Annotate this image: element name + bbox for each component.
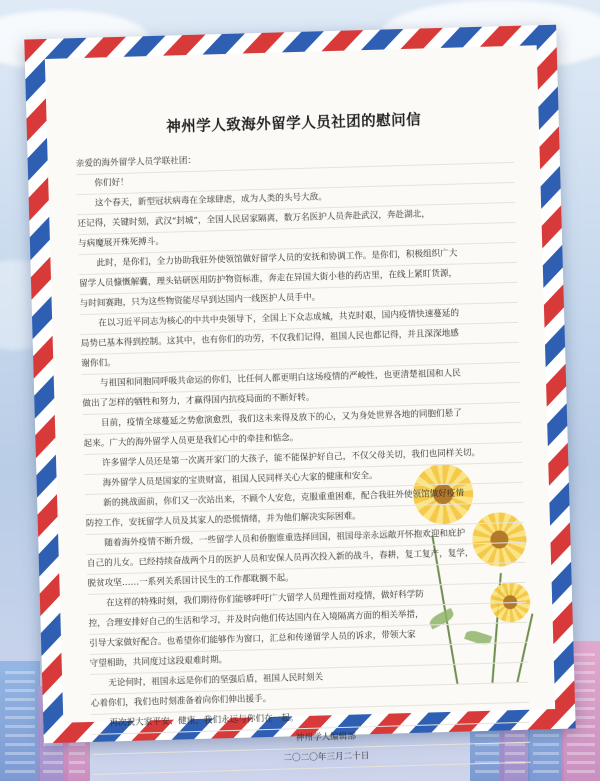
letter-line: 随着海外疫情不断升级，一些留学人员和侨胞谁重选择回国，祖国母亲永远敞开怀抱欢迎和庇护 (86, 523, 524, 555)
letter-title: 神州学人致海外留学人员社团的慰问信 (166, 111, 422, 136)
letter-line: 守望相助，共同度过这段艰难时期。 (89, 643, 527, 675)
letter-line: 无论何时，祖国永远是你们的坚强后盾，祖国人民时刻关 (90, 663, 528, 695)
letter-line: 目前，疫情全球蔓延之势愈演愈烈，我们这未来得及放下的心，又为身处世界各地的同胞们悬了 (83, 403, 521, 435)
letter-line: 防控工作，安抚留学人员及其家人的恐慌情绪，并为他们解决实际困难。 (86, 503, 524, 535)
salutation: 亲爱的海外留学人员学联社团： (76, 143, 514, 175)
letter-line: 在这样的特殊时刻，我们期待你们能够呼吁广大留学人员理性面对疫情，做好科学防 (88, 583, 526, 615)
letter-line: 在以习近平同志为核心的中共中央领导下，全国上下众志成城，共克时艰，国内疫情快速蔓延的 (80, 303, 518, 335)
letter-line: 此时，是你们，全力协助我驻外使领馆做好留学人员的安抚和协调工作。是你们，积极组织广大 (78, 243, 516, 275)
letter-line: 还记得，关键时刻，武汉“封城”，全国人民居家隔离，数万名医护人员奔赴武汉，奔赴湖北， (77, 203, 515, 235)
letter-line: 这个春天，新型冠状病毒在全球肆虐，成为人类的头号大敌。 (77, 183, 515, 215)
letter-date: 二〇二〇年三月二十日 (92, 743, 530, 775)
letter-line: 心着你们，我们也时刻准备着向你们伸出援手。 (91, 683, 529, 715)
letter-line: 海外留学人员是国家的宝贵财富，祖国人民同样关心大家的健康和安全。 (84, 463, 522, 495)
airmail-letter (24, 25, 575, 764)
greeting: 你们好！ (76, 163, 514, 195)
letter-paper (45, 45, 555, 764)
letter-line: 与时间赛跑，只为这些物资能尽早到达国内一线医护人员手中。 (79, 283, 517, 315)
letter-content (74, 106, 528, 764)
letter-line: 与病魔展开殊死搏斗。 (78, 223, 516, 255)
letter-line: 引导大家做好配合。也希望你们能够作为窗口，汇总和传递留学人员的诉求，带领大家 (89, 623, 527, 655)
letter-line: 再次祝大家平安、健康，我们永远与你们在一起。 (91, 703, 529, 735)
letter-body (77, 183, 530, 735)
letter-line: 新的挑战面前，你们又一次站出来，不顾个人安危，克服重重困难，配合我驻外使领馆做好疫情 (85, 483, 523, 515)
letter-line: 与祖国和同胞同呼吸共命运的你们，比任何人都更明白这场疫情的严峻性，也更清楚祖国和人民 (82, 363, 520, 395)
signature: 神州学人编辑部 (92, 723, 530, 755)
letter-line: 谢你们。 (81, 343, 519, 375)
letter-line: 许多留学人员还是第一次离开家门的大孩子，能不能保护好自己，不仅父母关切，我们也同样关切。 (84, 443, 522, 475)
letter-line: 留学人员慷慨解囊，理头钻研医用防护物资标准，奔走在异国大街小巷的药店里，在线上紧盯货源， (79, 263, 517, 295)
letter-line: 脱贫攻坚……一系列关系国计民生的工作都耽搁不起。 (87, 563, 525, 595)
letter-line: 控，合理安排好自己的生活和学习，并及时向他们传达国内在入境隔离方面的相关举措， (88, 603, 526, 635)
letter-line: 局势已基本得到控制。这其中，也有你们的功劳，不仅我们记得，祖国人民也都记得，并且深深地感 (81, 323, 519, 355)
letter-line: 起来。广大的海外留学人员更是我们心中的牵挂和惦念。 (83, 423, 521, 455)
letter-line: 做出了怎样的牺牲和努力，才赢得国内抗疫局面的不断好转。 (82, 383, 520, 415)
letter-line: 自己的儿女。已经持续奋战两个月的医护人员和安保人员再次投入新的战斗，春耕，复工复产，复学， (87, 543, 525, 575)
